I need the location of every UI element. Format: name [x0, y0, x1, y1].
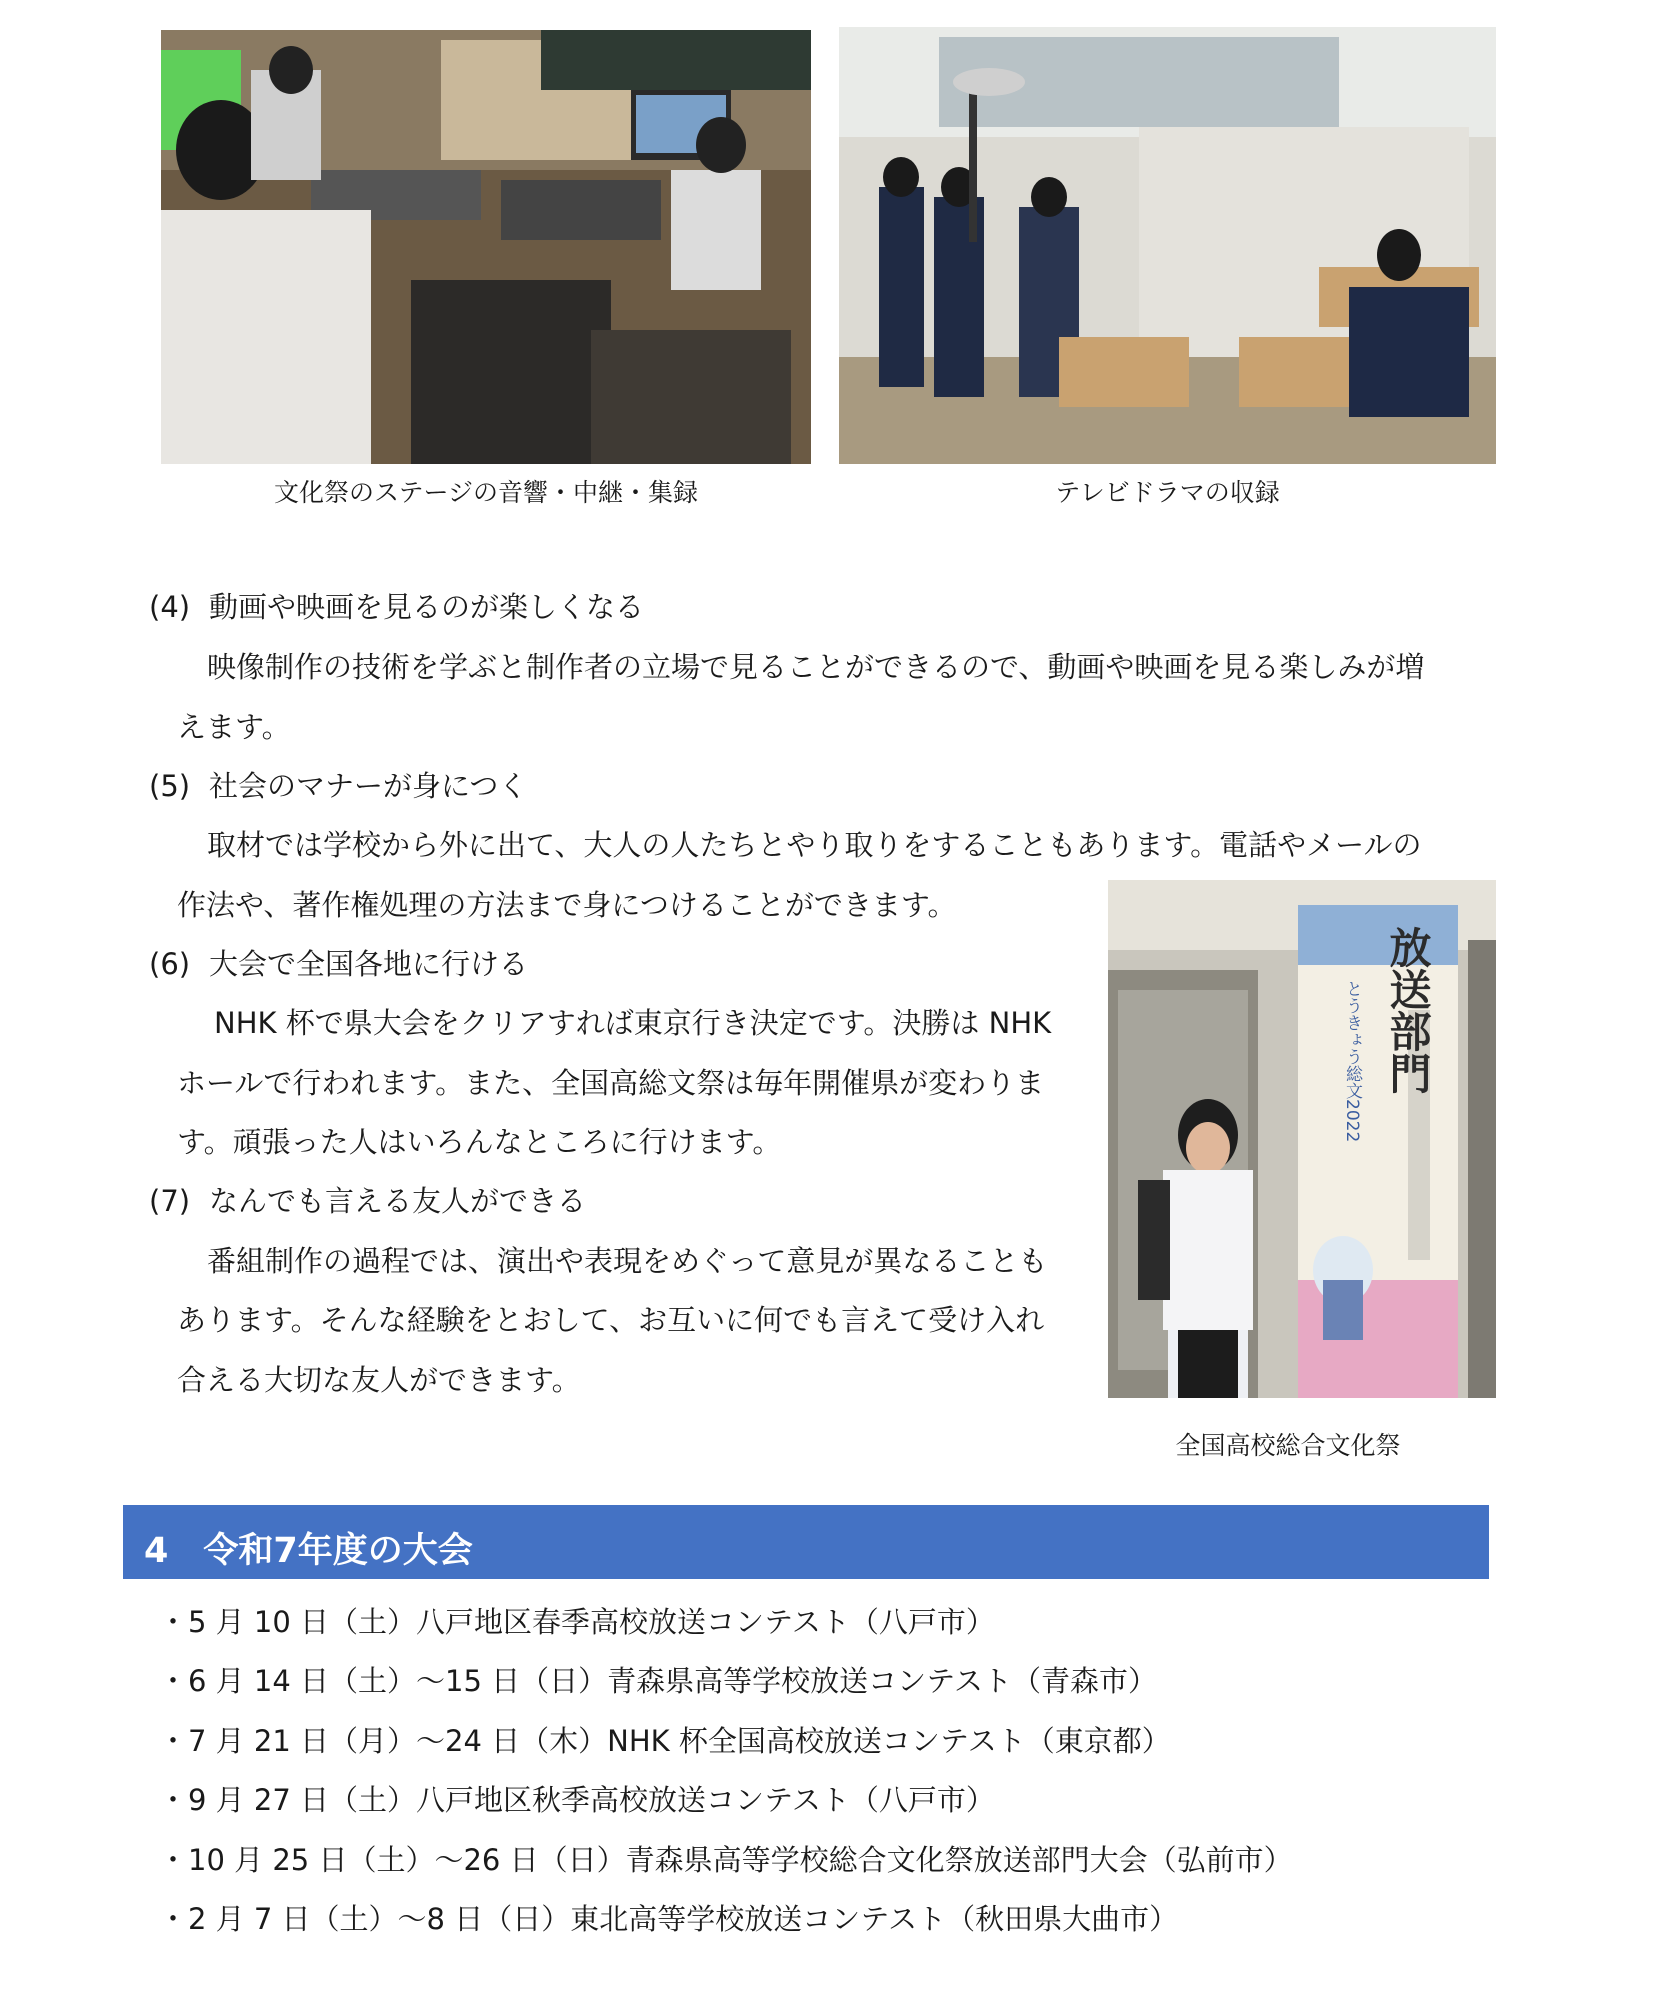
event-text: 7 月 21 日（月）～24 日（木）NHK 杯全国高校放送コンテスト（東京都）: [188, 1724, 1171, 1758]
section-6-line-3: す。頑張った人はいろんなところに行けます。: [177, 1125, 782, 1159]
section-5-line-1: 取材では学校から外に出て、大人の人たちとやり取りをすることもあります。電話やメールの: [207, 828, 1422, 862]
event-item: [158, 1838, 1293, 1879]
section-6-number: (6): [149, 947, 191, 981]
section-5-line-2: 作法や、著作権処理の方法まで身につけることができます。: [177, 888, 957, 922]
event-item: [158, 1719, 1171, 1760]
section-4-title: 動画や映画を見るのが楽しくなる: [209, 590, 645, 624]
section-7-title: なんでも言える友人ができる: [209, 1184, 587, 1218]
bullet-mark: ・: [158, 1605, 188, 1639]
section-4-line-1: 映像制作の技術を学ぶと制作者の立場で見ることができるので、動画や映画を見る楽しみが増: [207, 650, 1425, 684]
stage-photo: [161, 30, 811, 464]
section-7-heading: [149, 1184, 587, 1218]
event-text: 9 月 27 日（土）八戸地区秋季高校放送コンテスト（八戸市）: [188, 1783, 995, 1817]
event-text: 5 月 10 日（土）八戸地区春季高校放送コンテスト（八戸市）: [188, 1605, 995, 1639]
section-7-line-1: 番組制作の過程では、演出や表現をめぐって意見が異なることも: [207, 1244, 1048, 1278]
drama-photo: [839, 27, 1496, 464]
poster-title: 放送部門: [1383, 926, 1433, 1094]
event-item: [158, 1778, 995, 1819]
festival-photo-caption: 全国高校総合文化祭: [1175, 1431, 1401, 1460]
event-text: 2 月 7 日（土）～8 日（日）東北高等学校放送コンテスト（秋田県大曲市）: [188, 1902, 1179, 1936]
event-item: [158, 1600, 995, 1641]
event-item: [158, 1659, 1157, 1700]
event-text: 6 月 14 日（土）～15 日（日）青森県高等学校放送コンテスト（青森市）: [188, 1664, 1157, 1698]
section-5-title: 社会のマナーが身につく: [209, 769, 528, 803]
section-5-number: (5): [149, 769, 191, 803]
section-4-number: (4): [149, 590, 191, 624]
stage-photo-caption: 文化祭のステージの音響・中継・集録: [273, 478, 698, 507]
section-6-heading: [149, 947, 529, 981]
section-5-heading: [149, 769, 528, 803]
section-7-line-2: あります。そんな経験をとおして、お互いに何でも言えて受け入れ: [177, 1303, 1045, 1337]
section-7-number: (7): [149, 1184, 191, 1218]
poster-subtitle: とうきょう総文2022: [1342, 980, 1362, 1143]
section-6-line-1: NHK 杯で県大会をクリアすれば東京行き決定です。決勝は NHK: [214, 1006, 1052, 1040]
bullet-mark: ・: [158, 1902, 188, 1936]
bullet-mark: ・: [158, 1724, 188, 1758]
section-6-line-2: ホールで行われます。また、全国高総文祭は毎年開催県が変わりま: [177, 1066, 1045, 1100]
section-7-line-3: 合える大切な友人ができます。: [177, 1363, 581, 1397]
event-text: 10 月 25 日（土）～26 日（日）青森県高等学校総合文化祭放送部門大会（弘前市）: [188, 1843, 1293, 1877]
bullet-mark: ・: [158, 1843, 188, 1877]
section-4-line-2: えます。: [177, 710, 291, 744]
section-banner-title: 4 令和7年度の大会: [144, 1531, 473, 1571]
festival-photo: [1108, 880, 1496, 1398]
event-item: [158, 1897, 1178, 1938]
section-4-heading: [149, 590, 645, 624]
bullet-mark: ・: [158, 1664, 188, 1698]
drama-photo-caption: テレビドラマの収録: [1055, 478, 1280, 507]
section-banner: [123, 1505, 1489, 1579]
bullet-mark: ・: [158, 1783, 188, 1817]
section-6-title: 大会で全国各地に行ける: [209, 947, 529, 981]
